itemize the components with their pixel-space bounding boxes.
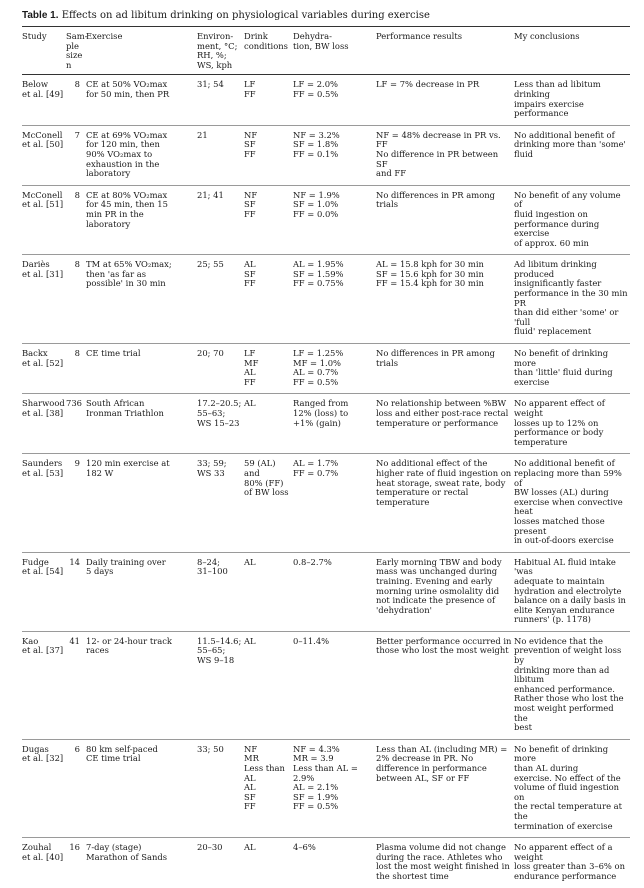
- cell-performance-results: No relationship between %BW loss and either post-race rectal temperature or performance: [376, 394, 514, 454]
- cell-conclusions: No apparent effect of weight losses up to 12% on performance or body temperature: [514, 394, 630, 454]
- cell-exercise: 12- or 24-hour track races: [86, 631, 197, 739]
- cell-sample-size: 8: [66, 185, 86, 255]
- cell-exercise: 7-day (stage) Marathon of Sands: [86, 842, 168, 862]
- cell-drink-conditions: LF MF AL FF: [244, 344, 293, 394]
- cell-dehydration: NF = 3.2% SF = 1.8% FF = 0.1%: [293, 125, 376, 185]
- cell-exercise: CE at 80% VO₂max for 45 min, then 15 min PR in the laboratory: [86, 185, 197, 255]
- cell-performance-results: Plasma volume did not change during the race. Athletes who lost the most weight finished in the shortest time: [376, 842, 510, 881]
- cell-drink-conditions: NF SF FF: [244, 185, 293, 255]
- cell-exercise: 80 km self-paced CE time trial: [86, 739, 197, 837]
- cell-conclusions: Ad libitum drinking produced insignificantly faster performance in the 30 min PR than did either 'some' or 'full fluid' replacement: [514, 255, 630, 344]
- cell-dehydration: AL = 1.95% SF = 1.59% FF = 0.75%: [293, 255, 376, 344]
- cell-performance-results: No differences in PR among trials: [376, 344, 514, 394]
- cell-exercise: CE at 50% VO₂max for 50 min, then PR: [86, 75, 197, 125]
- cell-study: Dariès et al. [31]: [22, 255, 66, 344]
- table-row: [22, 739, 630, 837]
- cell-exercise: South African Ironman Triathlon: [86, 394, 197, 454]
- cell-study: Backx et al. [52]: [22, 344, 66, 394]
- cell-conclusions: No additional benefit of replacing more than 59% of BW losses (AL) during exercise when convective heat losses matched those present in out-of-doors exercise: [514, 454, 630, 552]
- cell-study: Saunders et al. [53]: [22, 454, 66, 552]
- cell-dehydration: LF = 1.25% MF = 1.0% AL = 0.7% FF = 0.5%: [293, 344, 376, 394]
- table-row: [22, 838, 630, 888]
- header-sample-size: Sam- ple size n: [66, 27, 86, 75]
- cell-sample-size: 8: [66, 344, 86, 394]
- cell-conclusions: Habitual AL fluid intake 'was adequate to maintain hydration and electrolyte balance on a daily basis in elite Kenyan endurance runners' (p. 1178): [514, 552, 630, 631]
- header-exercise: Exercise: [86, 27, 197, 75]
- cell-drink-conditions: AL: [244, 394, 293, 454]
- cell-exercise: 120 min exercise at 182 W: [86, 454, 197, 552]
- table-body: [22, 75, 630, 888]
- cell-drink-conditions: AL: [244, 842, 256, 853]
- cell-dehydration: AL = 1.7% FF = 0.7%: [293, 454, 376, 552]
- cell-conclusions: No benefit of drinking more than 'little' fluid during exercise: [514, 344, 630, 394]
- header-conclusions: My conclusions: [514, 27, 630, 75]
- cell-sample-size: 6: [66, 739, 86, 837]
- cell-drink-conditions: LF FF: [244, 75, 293, 125]
- cell-exercise: CE at 69% VO₂max for 120 min, then 90% VO₂max to exhaustion in the laboratory: [86, 125, 197, 185]
- cell-study: Zouhal et al. [40]: [22, 842, 64, 862]
- header-dehydration: Dehydra- tion, BW loss: [293, 27, 376, 75]
- cell-dehydration: LF = 2.0% FF = 0.5%: [293, 75, 376, 125]
- cell-performance-results: AL = 15.8 kph for 30 min SF = 15.6 kph for 30 min FF = 15.4 kph for 30 min: [376, 255, 514, 344]
- cell-performance-results: Less than AL (including MR) = 2% decrease in PR. No difference in performance between AL, SF or FF: [376, 739, 514, 837]
- table-row: [22, 75, 630, 125]
- cell-study: McConell et al. [50]: [22, 125, 66, 185]
- table-row: [22, 125, 630, 185]
- cell-drink-conditions: 59 (AL) and 80% (FF) of BW loss: [244, 454, 293, 552]
- cell-sample-size: 14: [66, 552, 86, 631]
- header-study: Study: [22, 27, 66, 75]
- cell-performance-results: Early morning TBW and body mass was unchanged during training. Evening and early morning urine osmolality did not indicate the presence of 'dehydration': [376, 552, 514, 631]
- cell-environment: 21; 41: [197, 185, 244, 255]
- cell-exercise: TM at 65% VO₂max; then 'as far as possible' in 30 min: [86, 255, 197, 344]
- cell-environment: 31; 54: [197, 75, 244, 125]
- cell-performance-results: No additional effect of the higher rate of fluid ingestion on heat storage, sweat rate, body temperature or rectal temperature: [376, 454, 514, 552]
- table-row: [22, 255, 630, 344]
- cell-study: Dugas et al. [32]: [22, 739, 66, 837]
- cell-sample-size: 8: [66, 75, 86, 125]
- cell-dehydration: 0.8–2.7%: [293, 552, 376, 631]
- header-row: [22, 27, 630, 75]
- table-row: [22, 344, 630, 394]
- cell-performance-results: No differences in PR among trials: [376, 185, 514, 255]
- cell-environment: 25; 55: [197, 255, 244, 344]
- cell-dehydration: NF = 1.9% SF = 1.0% FF = 0.0%: [293, 185, 376, 255]
- cell-sample-size: 7: [66, 125, 86, 185]
- cell-exercise: Daily training over 5 days: [86, 552, 197, 631]
- header-drink-conditions: Drink conditions: [244, 27, 293, 75]
- cell-environment: 20; 70: [197, 344, 244, 394]
- cell-study: Fudge et al. [54]: [22, 552, 66, 631]
- cell-conclusions: No evidence that the prevention of weight loss by drinking more than ad libitum enhanced performance. Rather those who lost the most weight performed the best: [514, 631, 630, 739]
- table-row: [22, 185, 630, 255]
- cell-sample-size: 41: [66, 631, 86, 739]
- cell-study: Sharwood et al. [38]: [22, 394, 66, 454]
- cell-environment: 20–30: [197, 842, 223, 853]
- cell-conclusions: No benefit of any volume of fluid ingestion on performance during exercise of approx. 60 min: [514, 185, 630, 255]
- cell-drink-conditions: AL: [244, 631, 293, 739]
- cell-performance-results: LF = 7% decrease in PR: [376, 75, 514, 125]
- cell-dehydration: 0–11.4%: [293, 631, 376, 739]
- cell-dehydration: 4–6%: [293, 842, 316, 853]
- table-row: [22, 454, 630, 552]
- cell-performance-results: Better performance occurred in those who lost the most weight: [376, 631, 514, 739]
- cell-sample-size: 9: [66, 454, 86, 552]
- cell-study: Below et al. [49]: [22, 75, 66, 125]
- cell-drink-conditions: AL: [244, 552, 293, 631]
- cell-environment: 21: [197, 125, 244, 185]
- cell-sample-size: 16: [69, 842, 80, 853]
- cell-study: Kao et al. [37]: [22, 631, 66, 739]
- cell-environment: 33; 59; WS 33: [197, 454, 244, 552]
- cell-environment: 33; 50: [197, 739, 244, 837]
- cell-drink-conditions: NF SF FF: [244, 125, 293, 185]
- cell-environment: 11.5–14.6; 55–65; WS 9–18: [197, 631, 244, 739]
- table-caption-text: Effects on ad libitum drinking on physiological variables during exercise: [61, 10, 430, 21]
- cell-dehydration: Ranged from 12% (loss) to +1% (gain): [293, 394, 376, 454]
- table-caption: [22, 10, 630, 22]
- effects-table: [22, 26, 630, 888]
- cell-exercise: CE time trial: [86, 344, 197, 394]
- cell-sample-size: 8: [66, 255, 86, 344]
- header-environment: Environ- ment, °C; RH, %; WS, kph: [197, 27, 244, 75]
- header-performance-results: Performance results: [376, 27, 514, 75]
- cell-dehydration: NF = 4.3% MR = 3.9 Less than AL = 2.9% AL = 2.1% SF = 1.9% FF = 0.5%: [293, 739, 376, 837]
- cell-drink-conditions: NF MR Less than AL AL SF FF: [244, 739, 293, 837]
- table-row: [22, 631, 630, 739]
- cell-environment: 8–24; 31–100: [197, 552, 244, 631]
- cell-conclusions: Less than ad libitum drinking impairs exercise performance: [514, 75, 630, 125]
- cell-conclusions: No additional benefit of drinking more than 'some' fluid: [514, 125, 630, 185]
- table-row: [22, 394, 630, 454]
- cell-study: McConell et al. [51]: [22, 185, 66, 255]
- cell-conclusions: No benefit of drinking more than AL during exercise. No effect of the volume of fluid ingestion on the rectal temperature at the termination of exercise: [514, 739, 630, 837]
- cell-sample-size: 736: [66, 394, 86, 454]
- cell-environment: 17.2–20.5; 55–63; WS 15–23: [197, 394, 244, 454]
- table-row: [22, 552, 630, 631]
- table-caption-label: Table 1.: [22, 10, 59, 21]
- cell-performance-results: NF = 48% decrease in PR vs. FF No difference in PR between SF and FF: [376, 125, 514, 185]
- cell-drink-conditions: AL SF FF: [244, 255, 293, 344]
- cell-conclusions: No apparent effect of a weight loss greater than 3–6% on endurance performance: [514, 842, 625, 881]
